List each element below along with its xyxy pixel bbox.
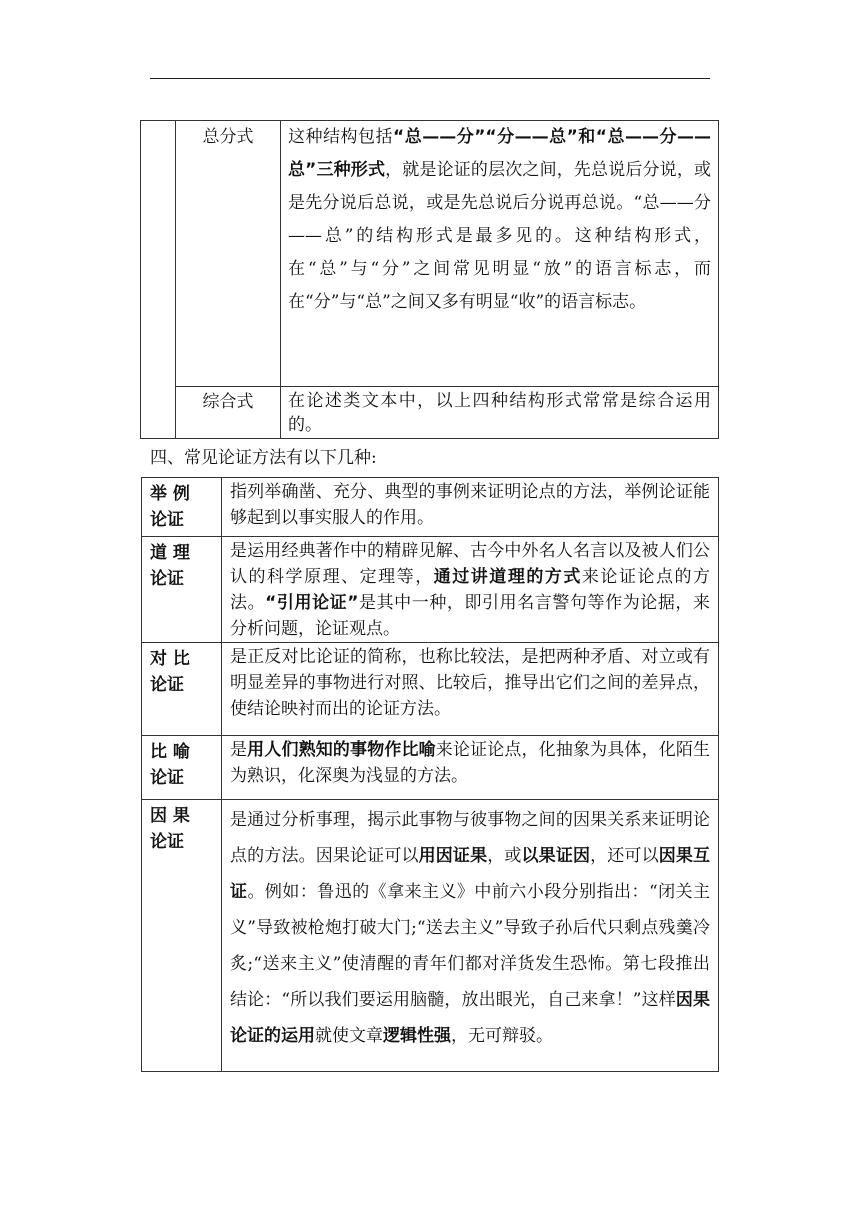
structure-table xyxy=(140,120,719,439)
text-run: 是运用经典著作中的精辟见解、古今中外名人名言以及被人们公认的科学原理、定理等， xyxy=(230,541,710,587)
method-label: 因 果 论证 xyxy=(142,800,222,1072)
emphasis-text: “引用论证” xyxy=(265,593,359,613)
text-run: 是正反对比论证的简称，也称比较法，是把两种矛盾、对立或有明显差异的事物进行对照、比较后，推导出它们之间的差异点，使结论映衬而出的论证方法。 xyxy=(230,647,710,719)
text-run: 是通过分析事理，揭示此事物与彼事物之间的因果关系来证明论点的方法。因果论证可以 xyxy=(230,810,710,866)
method-description xyxy=(222,643,719,736)
text-run: ，无可辩驳。 xyxy=(451,1026,553,1046)
text-run: 。例如：鲁迅的《拿来主义》中前六小段分别指出：“闭关主义”导致被枪炮打破大门;“送去主义”导致子孙后代只剩点残羹冷炙;“送来主义”使清醒的青年们都对洋货发生恐怖。第七段推出结论：“所以我们要运用脑髓，放出眼光，自己来拿！”这样 xyxy=(230,882,710,1010)
emphasis-text: 用人们熟知的事物作比喻 xyxy=(247,740,436,760)
method-label: 举 例 论证 xyxy=(142,478,222,537)
method-label: 比 喻 论证 xyxy=(142,736,222,800)
emphasis-text: 以果证因 xyxy=(521,846,591,866)
method-description xyxy=(222,478,719,537)
method-description xyxy=(222,537,719,643)
text-run: 就使文章 xyxy=(315,1026,383,1046)
table-row xyxy=(142,478,719,537)
table-row xyxy=(142,537,719,643)
text-run: 来论证论点，化抽象为具体，化陌生为熟识，化深奥为浅显的方法。 xyxy=(230,740,711,786)
method-description xyxy=(222,736,719,800)
row-content: 在论述类文本中，以上四种结构形式常常是综合运用的。 xyxy=(281,387,719,439)
emphasis-text: “总——分”“分——总”和“总——分——总”三种形式 xyxy=(288,127,711,180)
text-run: ，或 xyxy=(487,846,522,866)
text-run: ，还可以 xyxy=(590,846,659,866)
text-run: 是 xyxy=(230,740,248,760)
text-run: 这种结构包括 xyxy=(288,127,394,147)
text-run: 指列举确凿、充分、典型的事例来证明论点的方法，举例论证能够起到以事实服人的作用。 xyxy=(230,482,710,528)
emphasis-text: 逻辑性强 xyxy=(383,1026,451,1046)
row-label: 综合式 xyxy=(176,387,281,439)
rich-text xyxy=(288,127,711,312)
text-run: 来论证论点的方法。 xyxy=(230,567,711,613)
table-row xyxy=(142,736,719,800)
row-label: 总分式 xyxy=(176,121,281,387)
table-row-zongfenshi xyxy=(141,121,719,387)
emphasis-text: 因果论证的运用 xyxy=(230,990,711,1046)
text-run: 是其中一种，即引用名言警句等作为论据，来分析问题，论证观点。 xyxy=(230,593,711,639)
table-row-zonghesh xyxy=(141,387,719,439)
blank-merged-cell xyxy=(141,121,176,439)
emphasis-text: 通过讲道理的方式 xyxy=(433,567,582,587)
text-run: ，就是论证的层次之间，先总说后分说，或是先分说后总说，或是先总说后分说再总说。“总——分——总”的结构形式是最多见的。这种结构形式，在“总”与“分”之间常见明显“放”的语言标志，而在“分”与“总”之间又多有明显“收”的语言标志。 xyxy=(288,160,711,312)
section-heading: 四、常见论证方法有以下几种: xyxy=(150,448,377,468)
emphasis-text: 因果互证 xyxy=(230,846,711,902)
emphasis-text: 用因证果 xyxy=(418,846,488,866)
method-label: 道 理 论证 xyxy=(142,537,222,643)
row-content xyxy=(281,121,719,387)
table-row xyxy=(142,643,719,736)
method-label: 对 比 论证 xyxy=(142,643,222,736)
method-description xyxy=(222,800,719,1072)
methods-table xyxy=(141,477,719,1072)
table-row xyxy=(142,800,719,1072)
header-rule xyxy=(150,78,710,79)
